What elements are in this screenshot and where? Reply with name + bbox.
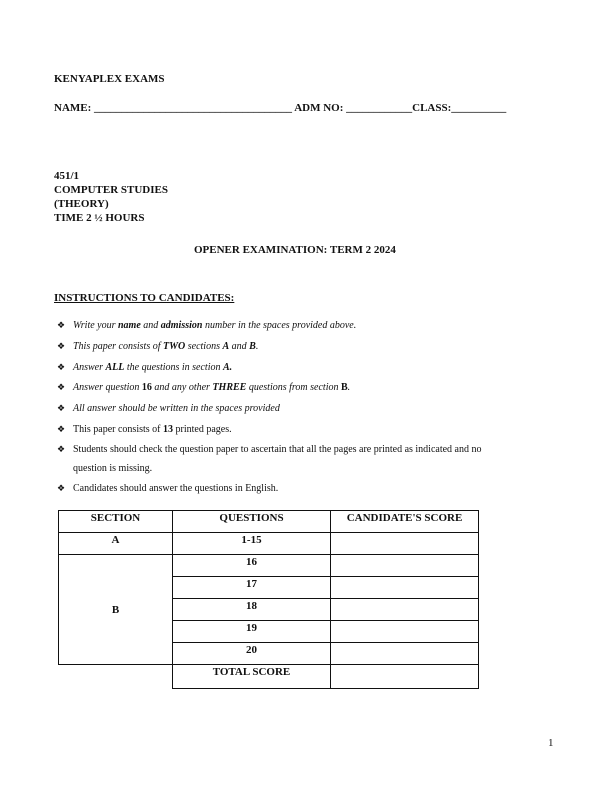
instruction-text: and [140, 320, 161, 331]
score-cell[interactable] [331, 533, 479, 555]
question-number: 19 [173, 621, 331, 643]
table-header-row [59, 511, 479, 533]
instruction-item [57, 362, 232, 373]
questions-a: 1-15 [173, 533, 331, 555]
total-label: TOTAL SCORE [173, 665, 331, 689]
header-score: CANDIDATE'S SCORE [331, 511, 479, 533]
instruction-item [57, 320, 356, 331]
score-cell[interactable] [331, 555, 479, 577]
instruction-item [57, 463, 152, 474]
section-b: B [59, 555, 173, 665]
instruction-text: A. [223, 362, 233, 373]
instruction-text: ALL [105, 362, 125, 373]
bullet-icon: ❖ [57, 341, 66, 351]
instruction-text: Answer question [73, 382, 142, 393]
school-name: KENYAPLEX EXAMS [54, 73, 165, 85]
instruction-text: number in the spaces provided above. [202, 320, 357, 331]
score-cell[interactable] [331, 621, 479, 643]
question-number: 20 [173, 643, 331, 665]
instruction-item [57, 403, 280, 414]
instruction-text: B [249, 341, 256, 352]
instruction-item [57, 444, 481, 455]
instruction-item [57, 382, 350, 393]
bullet-icon: ❖ [57, 362, 66, 372]
instruction-text: TWO [163, 341, 186, 352]
instruction-text: printed pages. [173, 424, 232, 435]
instruction-text: and [229, 341, 250, 352]
bullet-icon: ❖ [57, 403, 66, 413]
candidate-info-line [54, 102, 506, 114]
question-number: 16 [173, 555, 331, 577]
instruction-text: 13 [163, 424, 173, 435]
instruction-text: 16 [141, 382, 152, 393]
bullet-icon: ❖ [57, 444, 66, 454]
instructions-heading: INSTRUCTIONS TO CANDIDATES: [54, 292, 235, 304]
class-label: CLASS: [412, 102, 452, 114]
class-field[interactable]: __________ [451, 102, 507, 114]
instruction-text: Students should check the question paper to ascertain that all the pages are printed as indicated and no [73, 444, 482, 455]
instruction-text: the questions in section [124, 362, 223, 373]
score-cell[interactable] [331, 577, 479, 599]
instruction-text: This paper consists of [73, 424, 163, 435]
paper-code: 451/1 [54, 170, 80, 182]
question-number: 18 [173, 599, 331, 621]
paper-time: TIME 2 ½ HOURS [54, 212, 145, 224]
instruction-text: Write your [73, 320, 118, 331]
paper-subject: COMPUTER STUDIES [54, 184, 168, 196]
instruction-text: and any other [151, 382, 213, 393]
paper-type: (THEORY) [54, 198, 109, 210]
bullet-icon: ❖ [57, 320, 66, 330]
instruction-text: name [118, 320, 141, 331]
exam-title: OPENER EXAMINATION: TERM 2 2024 [194, 244, 396, 256]
instruction-item [57, 424, 232, 435]
instruction-text: All answer should be written in the spaces provided [73, 403, 280, 414]
score-cell[interactable] [331, 599, 479, 621]
question-number: 17 [173, 577, 331, 599]
score-cell[interactable] [331, 643, 479, 665]
empty-cell [59, 665, 173, 689]
adm-label: ADM NO: [294, 102, 344, 114]
instruction-text: Candidates should answer the questions in English. [73, 483, 279, 494]
paper-info [54, 169, 168, 225]
header-questions: QUESTIONS [173, 511, 331, 533]
bullet-icon: ❖ [57, 483, 66, 493]
name-field[interactable]: ____________________________________ [94, 102, 293, 114]
instruction-text: This paper consists of [73, 341, 164, 352]
header-section: SECTION [59, 511, 173, 533]
instruction-text: . [347, 382, 351, 393]
instruction-text: B [340, 382, 348, 393]
total-score-cell[interactable] [331, 665, 479, 689]
instruction-text: . [255, 341, 259, 352]
table-row [59, 533, 479, 555]
adm-field[interactable]: ____________ [346, 102, 413, 114]
table-row [59, 555, 479, 577]
instruction-item [57, 483, 278, 494]
bullet-icon: ❖ [57, 424, 66, 434]
instruction-text: admission [160, 320, 203, 331]
name-label: NAME: [54, 102, 92, 114]
instruction-item [57, 341, 258, 352]
instruction-text: A [222, 341, 230, 352]
page-number: 1 [548, 737, 554, 749]
table-row [59, 665, 479, 689]
bullet-icon: ❖ [57, 382, 66, 392]
instruction-text: question is missing. [73, 463, 153, 474]
instruction-text: sections [185, 341, 223, 352]
score-table [58, 510, 479, 689]
instruction-text: THREE [212, 382, 247, 393]
instruction-text: Answer [73, 362, 106, 373]
section-a: A [59, 533, 173, 555]
instruction-text: questions from section [246, 382, 341, 393]
